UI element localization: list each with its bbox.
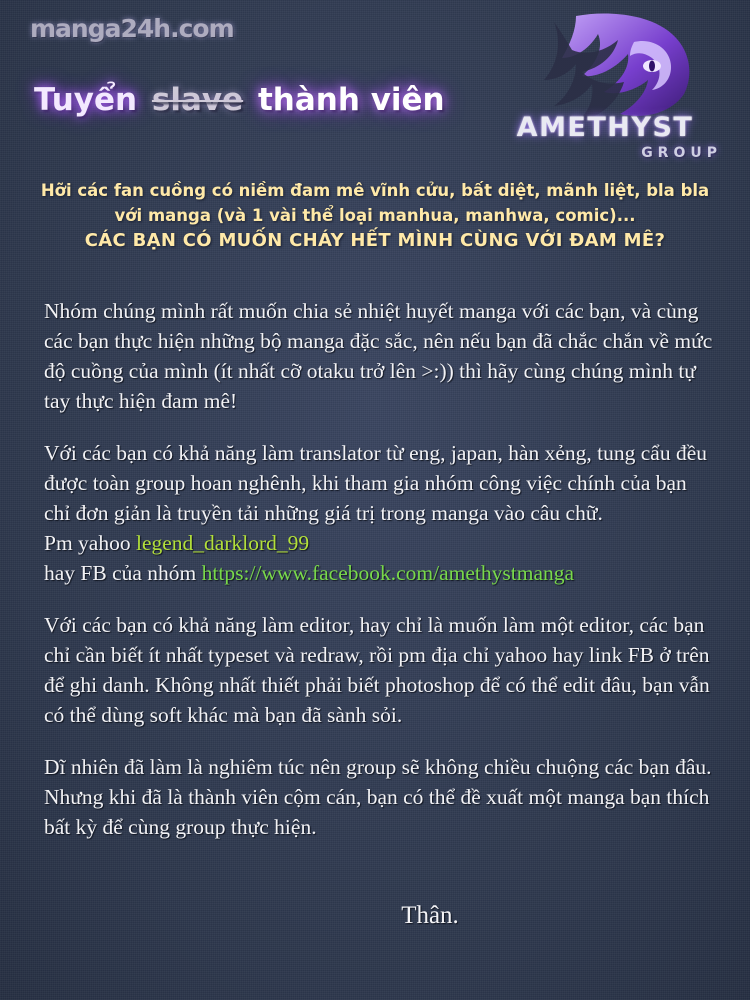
signature: Thân.	[401, 902, 459, 929]
headline-word-2: thành viên	[257, 82, 445, 118]
facebook-label: hay FB của nhóm	[44, 561, 202, 585]
paragraph-3: Với các bạn có khả năng làm editor, hay chỉ là muốn làm một editor, các bạn chỉ cần biết ít nhất typeset và redraw, rồi pm địa chỉ yahoo hay link FB ở trên để ghi danh. Không nhất thiết phải biết photoshop để có thể edit đâu, bạn vẫn có thể dùng soft khác mà bạn đã sành sỏi.	[44, 613, 710, 727]
paragraph-2	[44, 438, 716, 588]
paragraph-4: Dĩ nhiên đã làm là nghiêm túc nên group sẽ không chiều chuộng các bạn đâu. Nhưng khi đã là thành viên cộm cán, bạn có thể đề xuất một manga bạn thích bất kỳ để cùng group thực hiện.	[44, 755, 712, 839]
intro-line-3: CÁC BẠN CÓ MUỐN CHÁY HẾT MÌNH CÙNG VỚI ĐAM MÊ?	[84, 230, 666, 251]
amethyst-group-logo	[458, 8, 738, 168]
logo-title: AMETHYST	[516, 112, 694, 143]
site-watermark: manga24h.com	[30, 14, 234, 43]
yahoo-id[interactable]: legend_darklord_99	[135, 531, 310, 555]
logo-subtitle: GROUP	[641, 145, 722, 161]
facebook-link[interactable]: https://www.facebook.com/amethystmanga	[201, 561, 575, 585]
intro-block	[0, 178, 750, 253]
paragraph-1: Nhóm chúng mình rất muốn chia sẻ nhiệt huyết manga với các bạn, và cùng các bạn thực hiện những bộ manga đặc sắc, nên nếu bạn đã chắc chắn về mức độ cuồng của mình (ít nhất cỡ otaku trở lên >:)) thì hãy cùng chúng mình tự tay thực hiện đam mê!	[44, 299, 713, 413]
dragon-icon	[458, 8, 738, 128]
intro-line-2: với manga (và 1 vài thể loại manhua, manhwa, comic)...	[114, 206, 636, 225]
yahoo-label: Pm yahoo	[44, 531, 136, 555]
body-content	[44, 296, 716, 842]
intro-line-1: Hỡi các fan cuồng có niềm đam mê vĩnh cửu, bất diệt, mãnh liệt, bla bla	[40, 181, 710, 200]
page-title	[34, 82, 445, 118]
headline-struck-word: slave	[151, 82, 244, 118]
paragraph-2-text: Với các bạn có khả năng làm translator từ eng, japan, hàn xẻng, tung cẩu đều được toàn group hoan nghênh, khi tham gia nhóm công việc chính của bạn chỉ đơn giản là truyền tải những giá trị trong manga vào câu chữ.	[44, 441, 708, 525]
headline-word-1: Tuyển	[34, 82, 138, 118]
